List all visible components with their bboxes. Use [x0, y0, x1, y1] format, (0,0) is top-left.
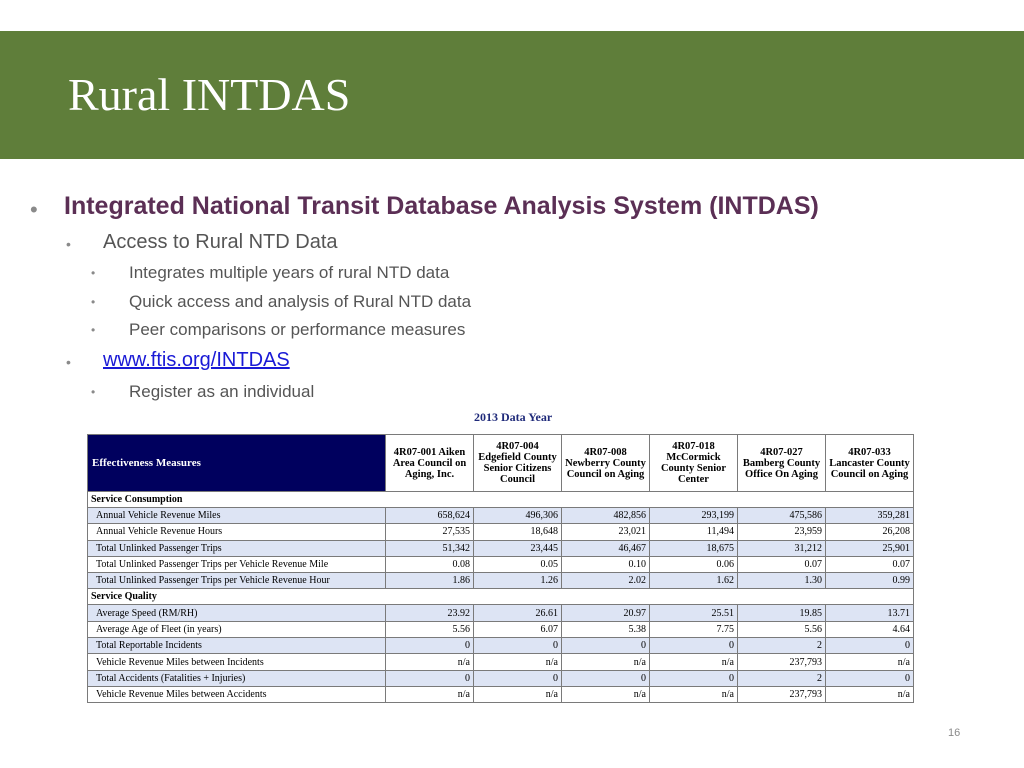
row-label: Vehicle Revenue Miles between Accidents [88, 686, 386, 702]
table-cell: n/a [650, 686, 738, 702]
table-row [88, 670, 914, 686]
table-title: 2013 Data Year [474, 410, 553, 424]
table-cell: 13.71 [826, 605, 914, 621]
table-cell: 31,212 [738, 540, 826, 556]
table-header-row [88, 435, 914, 492]
table-cell: 0 [562, 670, 650, 686]
table-row [88, 654, 914, 670]
row-label: Total Unlinked Passenger Trips per Vehicle Revenue Mile [88, 556, 386, 572]
column-header: 4R07-033 Lancaster County Council on Aging [826, 435, 914, 492]
table-cell: 0 [562, 638, 650, 654]
table-cell: 1.30 [738, 573, 826, 589]
table-cell: 496,306 [474, 508, 562, 524]
table-cell: 2.02 [562, 573, 650, 589]
bullet-dot: • [30, 197, 38, 222]
table-cell: 18,675 [650, 540, 738, 556]
table-cell: 0 [474, 670, 562, 686]
table-cell: 0.10 [562, 556, 650, 572]
table-cell: n/a [826, 654, 914, 670]
row-label: Average Speed (RM/RH) [88, 605, 386, 621]
table-cell: 18,648 [474, 524, 562, 540]
table-row [88, 556, 914, 572]
table-cell: 2 [738, 638, 826, 654]
section-row [88, 589, 914, 605]
table-cell: n/a [826, 686, 914, 702]
table-cell: 19.85 [738, 605, 826, 621]
table-cell: 0 [474, 638, 562, 654]
table-row [88, 540, 914, 556]
table-cell: n/a [474, 654, 562, 670]
table-cell: 1.86 [386, 573, 474, 589]
table-cell: 0 [386, 670, 474, 686]
table-cell: 6.07 [474, 621, 562, 637]
table-cell: 0.99 [826, 573, 914, 589]
column-header: 4R07-008 Newberry County Council on Aging [562, 435, 650, 492]
bullet-dot: • [91, 323, 96, 337]
bullet-dot: • [91, 266, 96, 280]
table-cell: n/a [474, 686, 562, 702]
table-cell: n/a [562, 654, 650, 670]
section-label: Service Quality [88, 589, 914, 605]
table-cell: 1.26 [474, 573, 562, 589]
table-cell: 25.51 [650, 605, 738, 621]
slide-title: Rural INTDAS [68, 69, 351, 120]
table-cell: 25,901 [826, 540, 914, 556]
table-cell: n/a [386, 654, 474, 670]
bullet-peer-comparisons: Peer comparisons or performance measures [129, 320, 466, 339]
table-cell: 0.07 [826, 556, 914, 572]
effectiveness-table [87, 434, 914, 703]
table-cell: 11,494 [650, 524, 738, 540]
row-label: Total Unlinked Passenger Trips per Vehicle Revenue Hour [88, 573, 386, 589]
table-cell: 237,793 [738, 654, 826, 670]
table-cell: n/a [386, 686, 474, 702]
intdas-link[interactable]: www.ftis.org/INTDAS [103, 349, 290, 371]
table-body [88, 492, 914, 703]
table-cell: 1.62 [650, 573, 738, 589]
table-cell: 51,342 [386, 540, 474, 556]
table-cell: 0 [386, 638, 474, 654]
row-label: Vehicle Revenue Miles between Incidents [88, 654, 386, 670]
row-label: Total Reportable Incidents [88, 638, 386, 654]
section-row [88, 492, 914, 508]
table-cell: 2 [738, 670, 826, 686]
table-cell: 23.92 [386, 605, 474, 621]
bullet-dot: • [66, 354, 71, 370]
page-number: 16 [948, 727, 961, 739]
table-cell: 5.56 [738, 621, 826, 637]
table-cell: n/a [562, 686, 650, 702]
row-label: Total Accidents (Fatalities + Injuries) [88, 670, 386, 686]
table-row [88, 605, 914, 621]
table-row [88, 573, 914, 589]
column-header: 4R07-027 Bamberg County Office On Aging [738, 435, 826, 492]
row-label: Average Age of Fleet (in years) [88, 621, 386, 637]
table-cell: 26,208 [826, 524, 914, 540]
table-row [88, 686, 914, 702]
bullet-intdas: Integrated National Transit Database Analysis System (INTDAS) [64, 192, 819, 220]
bullet-register: Register as an individual [129, 382, 315, 401]
table-cell: 0.08 [386, 556, 474, 572]
table-cell: 23,445 [474, 540, 562, 556]
table-row [88, 508, 914, 524]
bullet-integrates: Integrates multiple years of rural NTD data [129, 263, 450, 282]
corner-header: Effectiveness Measures [88, 435, 386, 492]
bullet-access-rural-ntd: Access to Rural NTD Data [103, 231, 338, 253]
table-cell: 475,586 [738, 508, 826, 524]
table-cell: 46,467 [562, 540, 650, 556]
table-cell: 7.75 [650, 621, 738, 637]
table-cell: 237,793 [738, 686, 826, 702]
table-cell: 0 [650, 638, 738, 654]
row-label: Total Unlinked Passenger Trips [88, 540, 386, 556]
row-label: Annual Vehicle Revenue Miles [88, 508, 386, 524]
column-header: 4R07-001 Aiken Area Council on Aging, Inc. [386, 435, 474, 492]
table-cell: 0.05 [474, 556, 562, 572]
table-cell: 0.07 [738, 556, 826, 572]
table-row [88, 621, 914, 637]
table-cell: 0 [826, 670, 914, 686]
table-cell: 23,959 [738, 524, 826, 540]
section-label: Service Consumption [88, 492, 914, 508]
bullet-dot: • [91, 385, 96, 399]
table-row [88, 524, 914, 540]
table-cell: 482,856 [562, 508, 650, 524]
table-cell: 26.61 [474, 605, 562, 621]
bullet-dot: • [66, 236, 71, 252]
bullet-dot: • [91, 295, 96, 309]
table-cell: 4.64 [826, 621, 914, 637]
table-cell: 23,021 [562, 524, 650, 540]
table-cell: 293,199 [650, 508, 738, 524]
bullet-quick-access: Quick access and analysis of Rural NTD data [129, 292, 472, 311]
table-cell: 658,624 [386, 508, 474, 524]
column-header: 4R07-018 McCormick County Senior Center [650, 435, 738, 492]
table-row [88, 638, 914, 654]
table-cell: 5.56 [386, 621, 474, 637]
table-cell: 27,535 [386, 524, 474, 540]
column-header: 4R07-004 Edgefield County Senior Citizens Council [474, 435, 562, 492]
row-label: Annual Vehicle Revenue Hours [88, 524, 386, 540]
table-cell: 0 [650, 670, 738, 686]
table-cell: 20.97 [562, 605, 650, 621]
table-cell: 5.38 [562, 621, 650, 637]
table-cell: n/a [650, 654, 738, 670]
table-cell: 0.06 [650, 556, 738, 572]
table-cell: 359,281 [826, 508, 914, 524]
table-cell: 0 [826, 638, 914, 654]
